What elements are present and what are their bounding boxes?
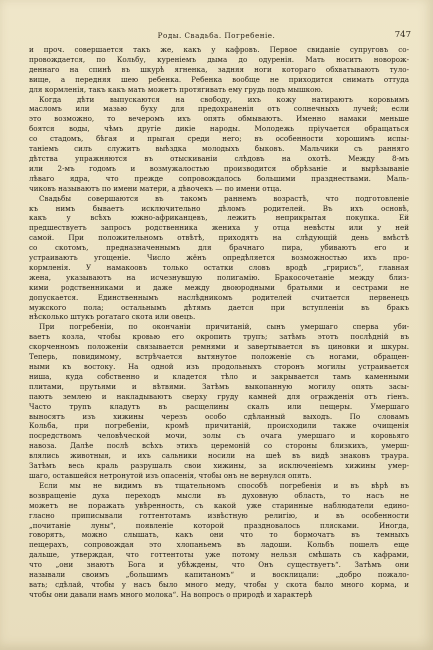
text-line: Свадьбы совершаются въ такомъ раннемъ возрастѣ, что подготовленіе	[39, 193, 409, 203]
text-line: „почитаніе луны“, появленіе которой праздновалось плясками. Иногда,	[29, 520, 409, 530]
text-line: называли своимъ „большимъ капитаномъ“ и восклицали: „добро пожало-	[29, 570, 409, 580]
text-line: выносятъ изъ хижины черезъ особо сдѣланный выходъ. По словамъ	[29, 411, 409, 421]
text-line: допускается. Единственнымъ наслѣдникомъ родителей считается первенецъ	[29, 292, 409, 302]
text-line: При погребеніи, по окончаніи причитаній, сынъ умершаго сперва уби-	[39, 322, 409, 332]
text-line: можетъ не поражать увѣренность, съ какой уже старинные наблюдатели едино-	[29, 500, 409, 510]
text-line: или 2-мъ годомъ и возмужалостью производится обрѣзаніе и вырѣзываніе	[29, 163, 409, 173]
text-line: чтобы они давали намъ много молока“. На вопросъ о природѣ и характерѣ	[29, 589, 313, 599]
page-number: 747	[394, 30, 411, 40]
text-line: скорченномъ положеніи связывается ремнями и завертывается въ циновки и шкуры.	[29, 342, 409, 352]
text-line: деннаго на спинѣ въ шкурѣ ягненка, задняя ноги котораго обхватываютъ туло-	[29, 64, 409, 74]
text-line: гласно приписывали готтентотамъ извѣстную религію, и въ особенности	[29, 510, 409, 520]
text-line: вище, а передняя шею ребенка. Ребенка вообще не приходится снимать оттуда	[29, 74, 409, 84]
text-line: чиковъ называютъ по имени матери, а дѣвочекъ — по имени отца.	[29, 183, 282, 193]
text-line: возвращеніе духа переходъ мысли въ духовную область, то насъ не	[29, 490, 409, 500]
text-line: посредствомъ человѣческой мочи, золы съ очага умершаго и коровьяго	[29, 431, 409, 441]
text-line: жена, указываютъ на исчезнувшую полигамію. Бракосочетаніе между близ-	[29, 272, 409, 282]
body-text	[29, 45, 409, 600]
text-line: со скотомъ, предназначеннымъ для брачнаго пира, убиваютъ его и	[29, 243, 409, 253]
running-title: Роды. Свадьба. Погребеніе.	[157, 31, 276, 40]
text-line: лѣваго ядра, что прежде сопровождалось большими празднествами. Маль-	[29, 173, 409, 183]
text-line: Когда дѣти выпускаются на свободу, ихъ кожу натираютъ коровьимъ	[39, 94, 409, 104]
text-line: провождается, по Кольбу, куреніемъ дыма до одуренія. Мать носитъ новорож-	[29, 54, 409, 64]
text-line: говорятъ, можно слышать, какъ они что то бормочатъ въ темныхъ	[29, 530, 409, 540]
running-head	[0, 31, 433, 43]
text-line: что „они знаютъ Бога и убѣждены, что Онъ существуетъ“. Затѣмъ они	[29, 560, 409, 570]
text-line: Если мы не видимъ въ тщательномъ способѣ погребенія и въ вѣрѣ въ	[39, 480, 409, 490]
text-line: самой. При положительномъ отвѣтѣ, приходятъ на слѣдующій день вмѣстѣ	[29, 233, 409, 243]
text-line: мужского пола; остальнымъ дѣтямъ дается при вступленіи въ бракъ	[29, 302, 409, 312]
text-line: со стадомъ, бѣгая и прыгая среди него; въ особенности хорошимъ испы-	[29, 134, 409, 144]
text-line: масломъ или мазью буху для предохраненія отъ солнечныхъ лучей; если	[29, 104, 409, 114]
text-line: предшествуетъ запросъ родственника жениха у отца невѣсты или у ней	[29, 223, 409, 233]
text-line: шаго, оставшейся нетронутой изъ опасенія, чтобы онъ не вернулся опять.	[29, 470, 312, 480]
text-line: пещерахъ, сопровождая это хлопаньемъ въ ладоши. Кольбъ пошелъ еще	[29, 540, 409, 550]
text-line: это возможно, то вечеромъ ихъ опять обмываютъ. Именно намаки меньше	[29, 114, 409, 124]
text-line: дальше, утверждая, что готтентоты уже потому нельзя смѣшать съ кафрами,	[29, 550, 409, 560]
text-line: нѣсколько штукъ рогатаго скота или овецъ.	[29, 312, 196, 322]
text-line: дѣтства упражняются въ отыскиваніи слѣдовъ на охотѣ. Между 8-мъ	[29, 153, 409, 163]
text-line: Теперь, повидимому, встрѣчается вытянутое положеніе съ ногами, обращен-	[29, 352, 409, 362]
text-line: вать; сдѣлай, чтобы у насъ было много меду, чтобы у скота было много корма, и	[29, 579, 409, 589]
text-line: Часто трупъ кладутъ въ расщелины скалъ или пещеры. Умершаго	[29, 401, 409, 411]
text-line: ными къ востоку. На одной изъ продольныхъ сторонъ могилы устраивается	[29, 362, 409, 371]
text-line: кими родственниками и даже между двоюродными братьями и сестрами не	[29, 282, 409, 292]
text-line: устраиваютъ угощеніе. Число жёнъ опредѣляется возможностью ихъ про-	[29, 253, 409, 263]
text-line: для кормленія, такъ какъ мать можетъ протягивать ему грудь подъ мышкою.	[29, 84, 323, 94]
text-line: боятся воды, чѣмъ другіе дикіе народы. Молодежь пріучается обращаться	[29, 124, 409, 134]
text-line: какъ у всѣхъ южно-африканцевъ, лежитъ неприкрытая покупка. Ей	[29, 213, 409, 223]
text-line: таніемъ силъ служитъ выѣздка молодыхъ быковъ. Мальчики съ ранняго	[29, 144, 409, 154]
text-line: Кольба, при погребеніи, кромѣ причитаній, происходили также очищенія	[29, 421, 409, 431]
text-line: и проч. совершается такъ же, какъ у кафровъ. Первое свиданіе супруговъ со-	[29, 45, 409, 54]
text-line: плитами, прутьями и вѣтвями. Затѣмъ выкопанную могилу опять засы-	[29, 381, 409, 391]
text-line: влялись животныя, и ихъ сальники носили на шеѣ въ видѣ знаковъ траура.	[29, 451, 409, 461]
text-line: къ нимъ бываетъ исключительно дѣломъ родителей. Въ ихъ основѣ,	[29, 203, 409, 213]
text-line: ваетъ козла, чтобы кровью его окропить трупъ; затѣмъ этотъ послѣдній въ	[29, 332, 409, 342]
text-line: ниша, куда собственно и кладется тѣло и закрывается тамъ каменными	[29, 371, 409, 381]
text-line: Затѣмъ весь краль разрушалъ свои хижины, за исключеніемъ хижины умер-	[29, 461, 409, 471]
text-line: навоза. Далѣе послѣ всѣхъ этихъ церемоній со стороны близкихъ, умерш-	[29, 441, 409, 451]
text-line: паютъ землею и накладываютъ сверху груду камней для огражденія отъ гіенъ.	[29, 391, 409, 401]
text-line: кормленія. У намакоовъ только остатки словъ вродѣ „гририсъ“, главная	[29, 262, 409, 272]
